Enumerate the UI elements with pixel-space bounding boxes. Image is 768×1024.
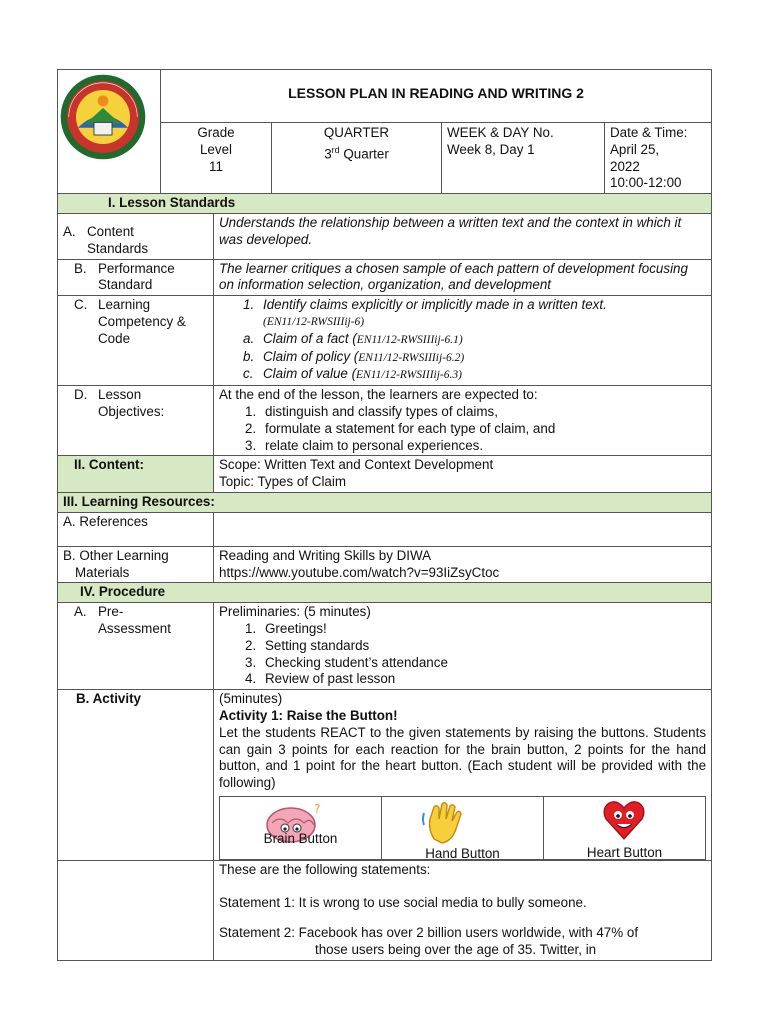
week-title: WEEK & DAY No. [447,125,554,140]
heart-button-cell [544,796,706,859]
date-time-cell [605,123,712,194]
competency-main-code: (EN11/12-RWSIIIij-6) [263,315,365,328]
objective-item: 3. relate claim to personal experiences. [245,437,484,453]
quarter-cell [272,123,442,194]
grade-label: Grade [197,125,235,140]
svg-text:?: ? [314,801,321,816]
other-materials-text [214,546,712,583]
brain-button-label: Brain Button [263,830,338,846]
activity-label: B. Activity [58,690,214,861]
lesson-standards-heading: I. Lesson Standards [58,194,712,214]
content-heading: II. Content: [58,456,214,493]
grade-level-cell [161,123,272,194]
performance-standard-label: B. Performance Standard [58,259,214,296]
performance-standard-text: The learner critiques a chosen sample of each pattern of development focusing on information selection, organization, and development [214,259,712,296]
objective-item: 2. formulate a statement for each type of claim, and [245,420,556,436]
pre-assessment-label: A. Pre- Assessment [58,603,214,690]
lesson-plan-document [57,69,711,961]
competency-item-a: a. Claim of a fact (EN11/12-RWSIIIij-6.1) [243,330,463,346]
level-label: Level [199,141,232,157]
grade-value: 11 [209,158,223,174]
competency-main: Identify claims explicitly or implicitly made in a written text. [263,297,607,313]
statement-2-line-1: Statement 2: Facebook has over 2 billion users worldwide, with 47% of [219,925,639,941]
content-standards-label: A. Content Standards [58,213,214,259]
competency-item-c: c. Claim of value (EN11/12-RWSIIIij-6.3) [243,366,462,382]
book-reference: Reading and Writing Skills by DIWA [219,547,432,563]
reaction-buttons-table [219,796,706,860]
division-seal-logo [58,72,148,162]
pre-assessment-text [214,603,712,690]
activity-text [214,690,712,861]
statement-1: Statement 1: It is wrong to use social media to bully someone. [219,894,587,910]
objective-item: 1. distinguish and classify types of claims, [245,403,498,419]
competency-item-b: b. Claim of policy (EN11/12-RWSIIIij-6.2) [243,348,465,364]
lesson-objectives-text [214,386,712,456]
quarter-title: QUARTER [323,125,390,140]
hand-button-cell [382,796,544,859]
statements-label-cell [58,860,214,960]
objectives-intro: At the end of the lesson, the learners are expected to: [219,387,538,403]
date-line-3: 10:00-12:00 [610,175,682,191]
other-materials-label: B. Other Learning Materials [58,546,214,583]
learning-resources-heading: III. Learning Resources: [58,492,712,512]
preliminary-item: 3. Checking student’s attendance [245,654,448,670]
activity-time: (5minutes) [219,691,283,707]
youtube-link: https://www.youtube.com/watch?v=93IiZsyCtoc [219,564,500,580]
statement-2-line-2: those users being over the age of 35. Twitter, in [315,942,597,958]
statements-text [214,860,712,960]
learning-competency-label: C. Learning Competency & Code [58,296,214,386]
hand-button-label: Hand Button [425,845,500,861]
date-title: Date & Time: [610,125,688,140]
references-value [214,512,712,546]
procedure-heading: IV. Procedure [58,583,712,603]
activity-title: Activity 1: Raise the Button! [219,707,398,723]
heart-button-label: Heart Button [586,844,663,860]
heart-icon [602,799,646,841]
activity-description: Let the students REACT to the given statements by raising the buttons. Students can gain 3 points for each reaction for the brain button, 2 points for the hand button, and 1 point for the heart button. (Each student will be provided with the following) [219,724,707,791]
hand-icon [420,799,470,847]
preliminaries-intro: Preliminaries: (5 minutes) [219,604,371,620]
document-title: LESSON PLAN IN READING AND WRITING 2 [161,70,712,123]
quarter-value: 3rd Quarter [324,144,389,162]
week-day-cell [442,123,605,194]
content-standards-text: Understands the relationship between a written text and the context in which it was developed. [214,213,712,259]
date-line-2: 2022 [610,158,640,174]
preliminary-item: 4. Review of past lesson [245,671,396,687]
preliminary-item: 2. Setting standards [245,637,370,653]
logo-cell [58,70,161,194]
statements-intro: These are the following statements: [219,861,431,877]
date-line-1: April 25, [610,141,660,157]
content-topic: Topic: Types of Claim [219,474,347,490]
preliminary-item: 1. Greetings! [245,620,327,636]
lesson-objectives-label: D. Lesson Objectives: [58,386,214,456]
lesson-plan-table [57,69,712,961]
brain-button-cell [220,796,382,859]
content-scope: Scope: Written Text and Context Development [219,457,494,473]
week-value: Week 8, Day 1 [447,141,535,157]
learning-competency-text: 1. Identify claims explicitly or implicitly made in a written text. (EN11/12-RWSIIIij-6) a. Claim of a fact (EN11/12-RWSIIIij-6.1) b. Claim of policy (EN11/12-RWSIIIij-6.2) c. Claim of value (EN11/12-RWSIIIij-6.3) [214,296,712,386]
references-label: A. References [58,512,214,546]
content-text [214,456,712,493]
